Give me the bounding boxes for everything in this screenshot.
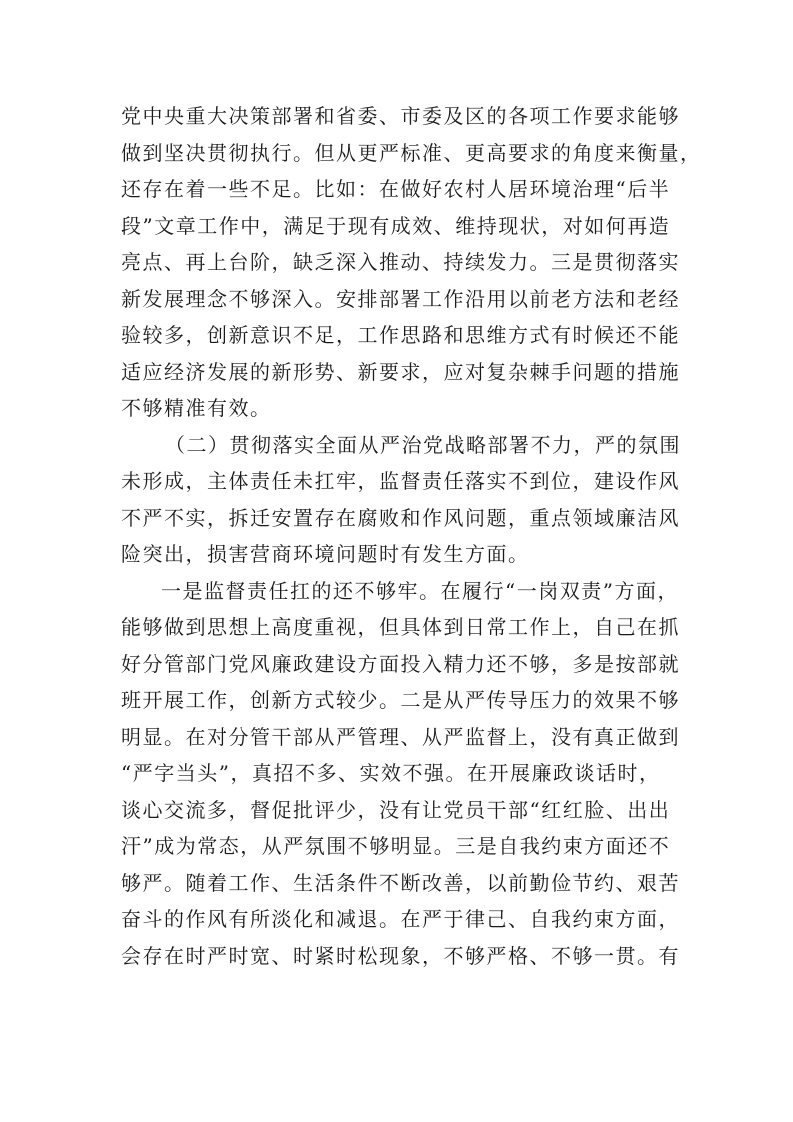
text-line: 还存在着一些不足。比如：在做好农村人居环境治理“后半: [121, 177, 671, 201]
text-line: 奋斗的作风有所淡化和减退。在严于律己、自我约束方面，: [121, 907, 680, 931]
text-line: 会存在时严时宽、时紧时松现象，不够严格、不够一贯。有: [121, 943, 680, 968]
text-line: 验较多，创新意识不足，工作思路和思维方式有时候还不能: [121, 323, 680, 347]
text-line: 段”文章工作中，满足于现有成效、维持现状，对如何再造: [121, 213, 671, 238]
section-heading-line: （二）贯彻落实全面从严治党战略部署不力，严的氛围: [165, 432, 681, 457]
text-line: 未形成，主体责任未扛牢，监督责任落实不到位，建设作风: [121, 469, 680, 493]
text-line: 亮点、再上台阶，缺乏深入推动、持续发力。三是贯彻落实: [121, 250, 680, 274]
text-line: 适应经济发展的新形势、新要求，应对复杂棘手问题的措施: [121, 359, 680, 384]
text-line: 不严不实，拆迁安置存在腐败和作风问题，重点领域廉洁风: [121, 505, 680, 530]
text-line: 好分管部门党风廉政建设方面投入精力还不够，多是按部就: [121, 651, 680, 676]
text-line: 能够做到思想上高度重视，但具体到日常工作上，自己在抓: [121, 615, 680, 639]
body-text: [121, 98, 702, 974]
text-line: 做到坚决贯彻执行。但从更严标准、更高要求的角度来衡量，: [121, 140, 702, 165]
text-line: 够严。随着工作、生活条件不断改善，以前勤俭节约、艰苦: [121, 870, 680, 895]
text-line: 汗”成为常态，从严氛围不够明显。三是自我约束方面还不: [121, 834, 671, 858]
paragraph-start-line: 一是监督责任扛的还不够牢。在履行“一岗双责”方面，: [161, 578, 679, 603]
text-line: 不够精准有效。: [121, 396, 272, 420]
text-line: 党中央重大决策部署和省委、市委及区的各项工作要求能够: [121, 104, 680, 128]
text-line: 班开展工作，创新方式较少。二是从严传导压力的效果不够: [121, 688, 680, 712]
text-line: 明显。在对分管干部从严管理、从严监督上，没有真正做到: [121, 724, 680, 749]
text-line: 新发展理念不够深入。安排部署工作沿用以前老方法和老经: [121, 286, 680, 311]
text-line: 谈心交流多，督促批评少，没有让党员干部“红红脸、出出: [121, 797, 671, 822]
text-line: 险突出，损害营商环境问题时有发生方面。: [121, 542, 530, 566]
text-line: “严字当头”，真招不多、实效不强。在开展廉政谈话时，: [121, 761, 661, 785]
